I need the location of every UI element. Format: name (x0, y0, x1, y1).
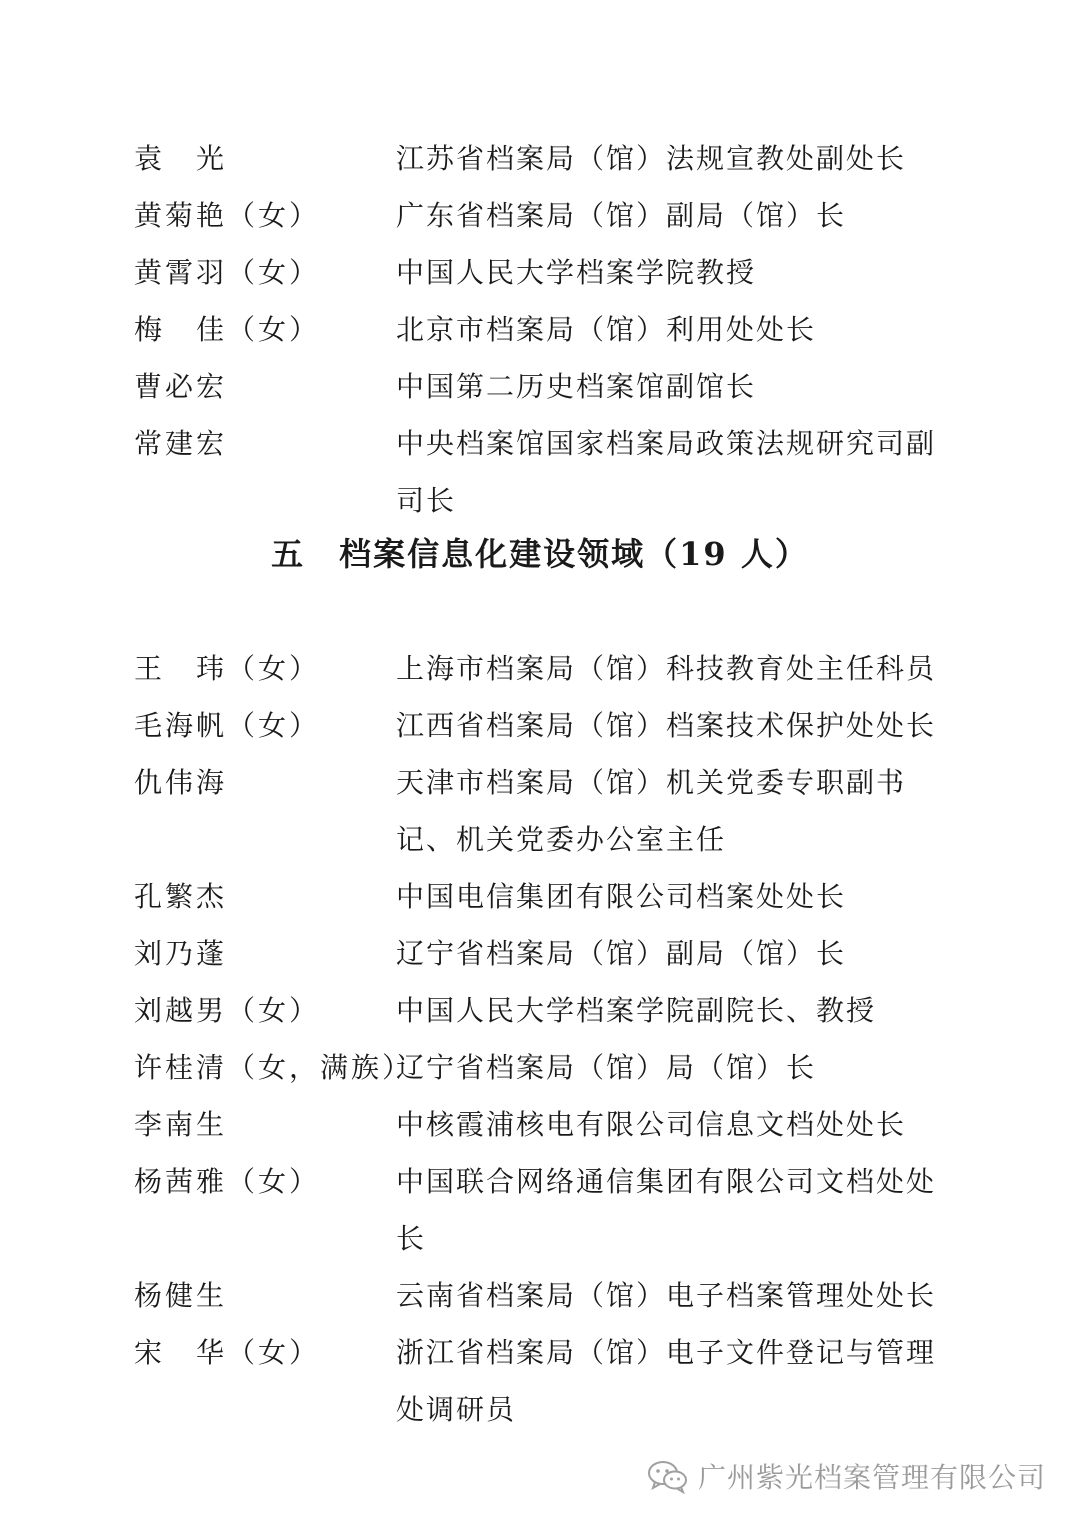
member-name: 孔繁杰 (134, 880, 228, 913)
section-number: 五 (271, 535, 306, 573)
section-heading (0, 526, 1080, 582)
member-position: 辽宁省档案局（馆）局（馆）长 (396, 1051, 817, 1084)
list-item (134, 244, 964, 301)
member-name: 杨健生 (134, 1279, 228, 1312)
list-item (134, 982, 964, 1039)
list-item (134, 1267, 964, 1324)
member-position: 江苏省档案局（馆）法规宣教处副处长 (396, 142, 907, 175)
member-name: 刘越男（女） (134, 994, 321, 1027)
member-name: 袁 光 (134, 142, 228, 175)
member-position: 天津市档案局（馆）机关党委专职副书记、机关党委办公室主任 (396, 766, 907, 856)
member-name: 宋 华（女） (134, 1336, 321, 1369)
watermark-text: 广州紫光档案管理有限公司 (697, 1461, 1046, 1494)
list-item (134, 301, 964, 358)
member-name: 黄霄羽（女） (134, 256, 321, 289)
member-name: 黄菊艳（女） (134, 199, 321, 232)
member-list-section-five (134, 640, 964, 1438)
member-list-section-four (134, 130, 964, 529)
member-position: 中央档案馆国家档案局政策法规研究司副司长 (396, 427, 937, 517)
list-item (134, 415, 964, 529)
member-name: 许桂清（女，满族） (134, 1051, 414, 1084)
member-position: 中国人民大学档案学院教授 (396, 256, 757, 289)
member-name: 杨茜雅（女） (134, 1165, 321, 1198)
list-item (134, 1039, 964, 1096)
wechat-icon (646, 1458, 690, 1494)
list-item (134, 187, 964, 244)
member-position: 辽宁省档案局（馆）副局（馆）长 (396, 937, 847, 970)
list-item (134, 697, 964, 754)
member-name: 梅 佳（女） (134, 313, 321, 346)
account-watermark (646, 1456, 1046, 1496)
member-position: 广东省档案局（馆）副局（馆）长 (396, 199, 847, 232)
member-position: 江西省档案局（馆）档案技术保护处处长 (396, 709, 937, 742)
member-name: 王 玮（女） (134, 652, 321, 685)
member-position: 中国电信集团有限公司档案处处长 (396, 880, 847, 913)
member-name: 仇伟海 (134, 766, 228, 799)
member-position: 北京市档案局（馆）利用处处长 (396, 313, 817, 346)
member-position: 上海市档案局（馆）科技教育处主任科员 (396, 652, 937, 685)
list-item (134, 868, 964, 925)
member-name: 曹必宏 (134, 370, 228, 403)
member-name: 李南生 (134, 1108, 228, 1141)
list-item (134, 1153, 964, 1267)
list-item (134, 640, 964, 697)
member-name: 刘乃蓬 (134, 937, 228, 970)
member-position: 中核霞浦核电有限公司信息文档处处长 (396, 1108, 907, 1141)
list-item (134, 1096, 964, 1153)
section-title: 档案信息化建设领域（19 人） (339, 535, 809, 573)
member-position: 中国联合网络通信集团有限公司文档处处长 (396, 1165, 937, 1255)
list-item (134, 358, 964, 415)
member-position: 浙江省档案局（馆）电子文件登记与管理处调研员 (396, 1336, 937, 1426)
member-name: 毛海帆（女） (134, 709, 321, 742)
list-item (134, 130, 964, 187)
member-position: 云南省档案局（馆）电子档案管理处处长 (396, 1279, 937, 1312)
member-position: 中国第二历史档案馆副馆长 (396, 370, 757, 403)
list-item (134, 1324, 964, 1438)
member-name: 常建宏 (134, 427, 228, 460)
list-item (134, 754, 964, 868)
list-item (134, 925, 964, 982)
member-position: 中国人民大学档案学院副院长、教授 (396, 994, 877, 1027)
